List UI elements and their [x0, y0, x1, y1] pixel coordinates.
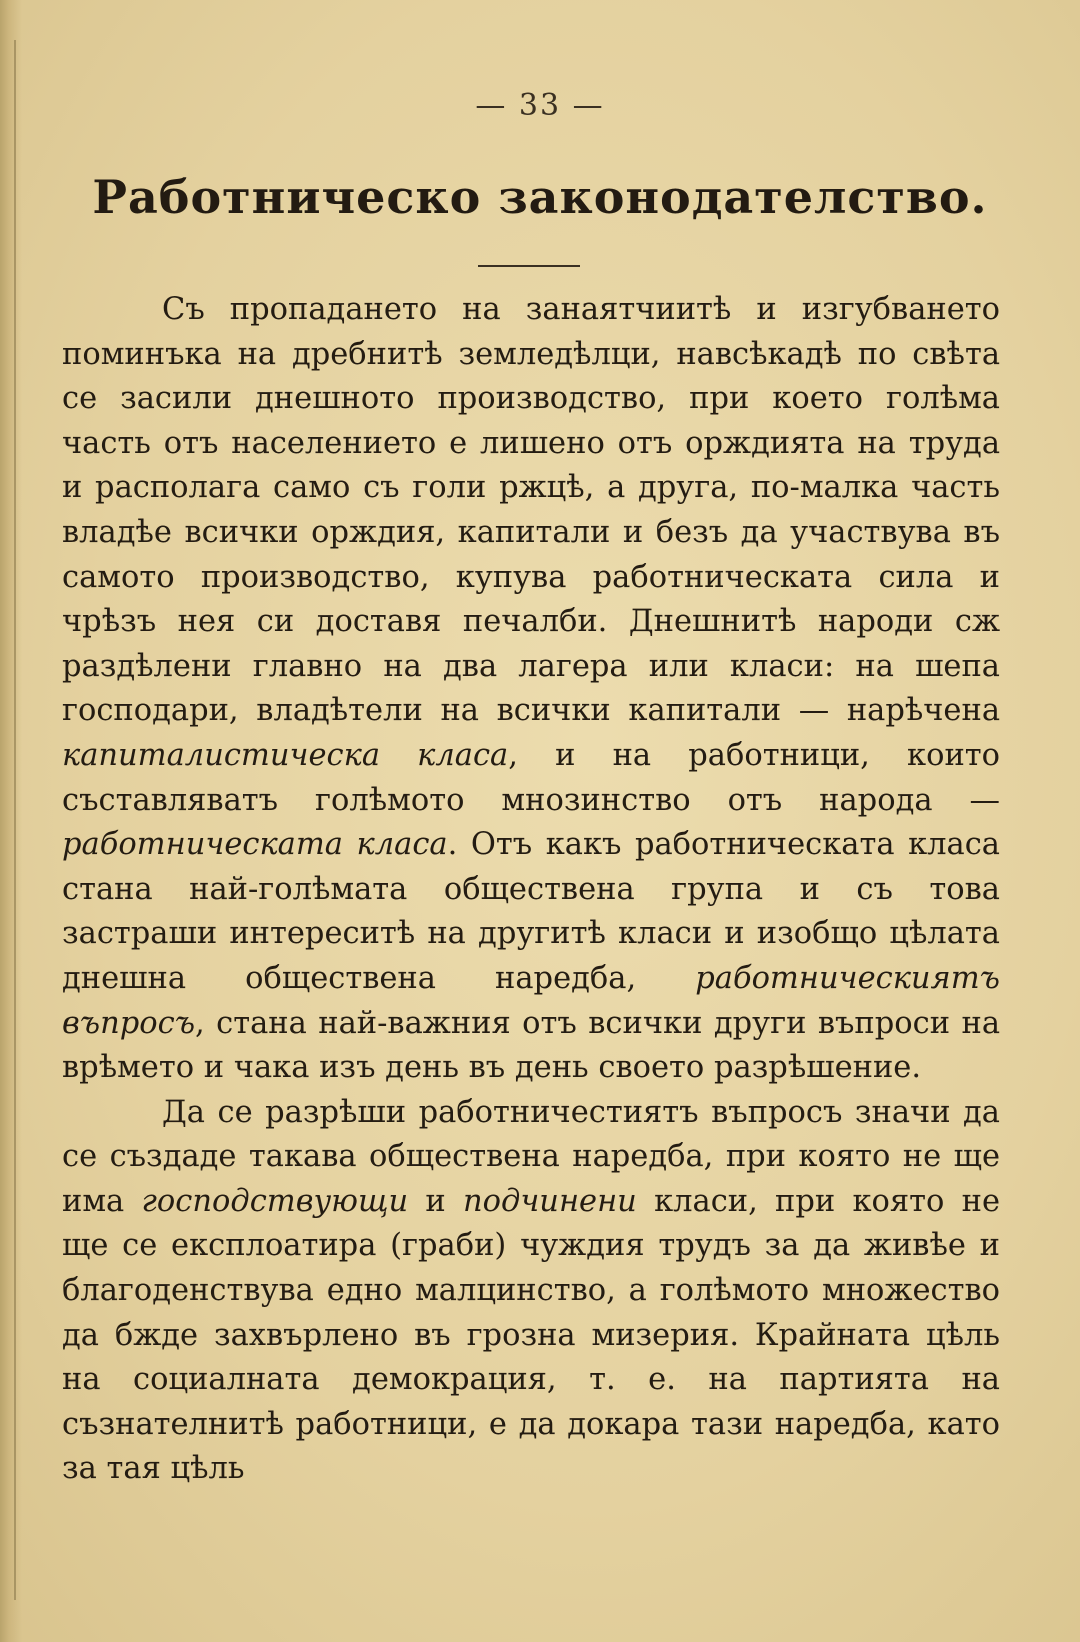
italic-phrase: работническата класа	[62, 827, 448, 863]
italic-phrase: господствующи	[141, 1183, 409, 1219]
chapter-title: Работническо законодателство.	[92, 170, 988, 224]
page-number: — 33 —	[475, 88, 605, 123]
paragraph	[62, 1091, 1000, 1492]
text-run: Съ пропадането на занаятчиитѣ и изгубването поминъка на дребнитѣ земледѣлци, навсѣкадѣ по свѣта се засили днешното производство, при което голѣма часть отъ населението е лишено отъ орждията на труда и располага само съ голи ржцѣ, а друга, по-малка часть владѣе всички орждия, капитали и безъ да участвува въ самото производство, купува работническата сила и чрѣзъ нея си доставя печалби. Днешнитѣ народи сж раздѣлени главно на два лагера или класи: на шепа господари, владѣтели на всички капитали — нарѣчена	[62, 292, 1000, 729]
spine-edge-line	[14, 40, 16, 1600]
body-text	[62, 288, 1000, 1492]
paragraph	[62, 288, 1000, 1091]
text-run: . Отъ какъ работническата класа стана най-голѣмата обществена група и съ това застраши интереситѣ на другитѣ класи и изобщо цѣлата днешна обществена наредба,	[62, 827, 1000, 996]
text-run: Да се разрѣши работничестиятъ въпросъ значи да се създаде такава обществена наредба, при която не ще има	[62, 1094, 1000, 1219]
text-run: и	[408, 1183, 463, 1219]
page-spine-shadow	[0, 0, 22, 1642]
text-run: , и на работници, които съставляватъ голѣмото мнозинство отъ народа —	[62, 737, 1001, 818]
italic-phrase: подчинени	[463, 1183, 637, 1219]
text-run: класи, при която не ще се експлоатира (граби) чуждия трудъ за да живѣе и благоденствува едно малцинство, а голѣмото множество да бжде захвърлено въ грозна мизерия. Крайната цѣль на социалната демокрация, т. е. на партията на съзнателнитѣ работници, е да докара тази наредба, като за тая цѣль	[62, 1183, 1001, 1487]
title-divider	[478, 265, 580, 267]
text-run: , стана най-важния отъ всички други въпроси на врѣмето и чака изъ день въ день своето разрѣшение.	[62, 1005, 1000, 1086]
italic-phrase: работническиятъ въпросъ	[62, 960, 1000, 1041]
italic-phrase: капиталистическа класа	[62, 737, 509, 773]
